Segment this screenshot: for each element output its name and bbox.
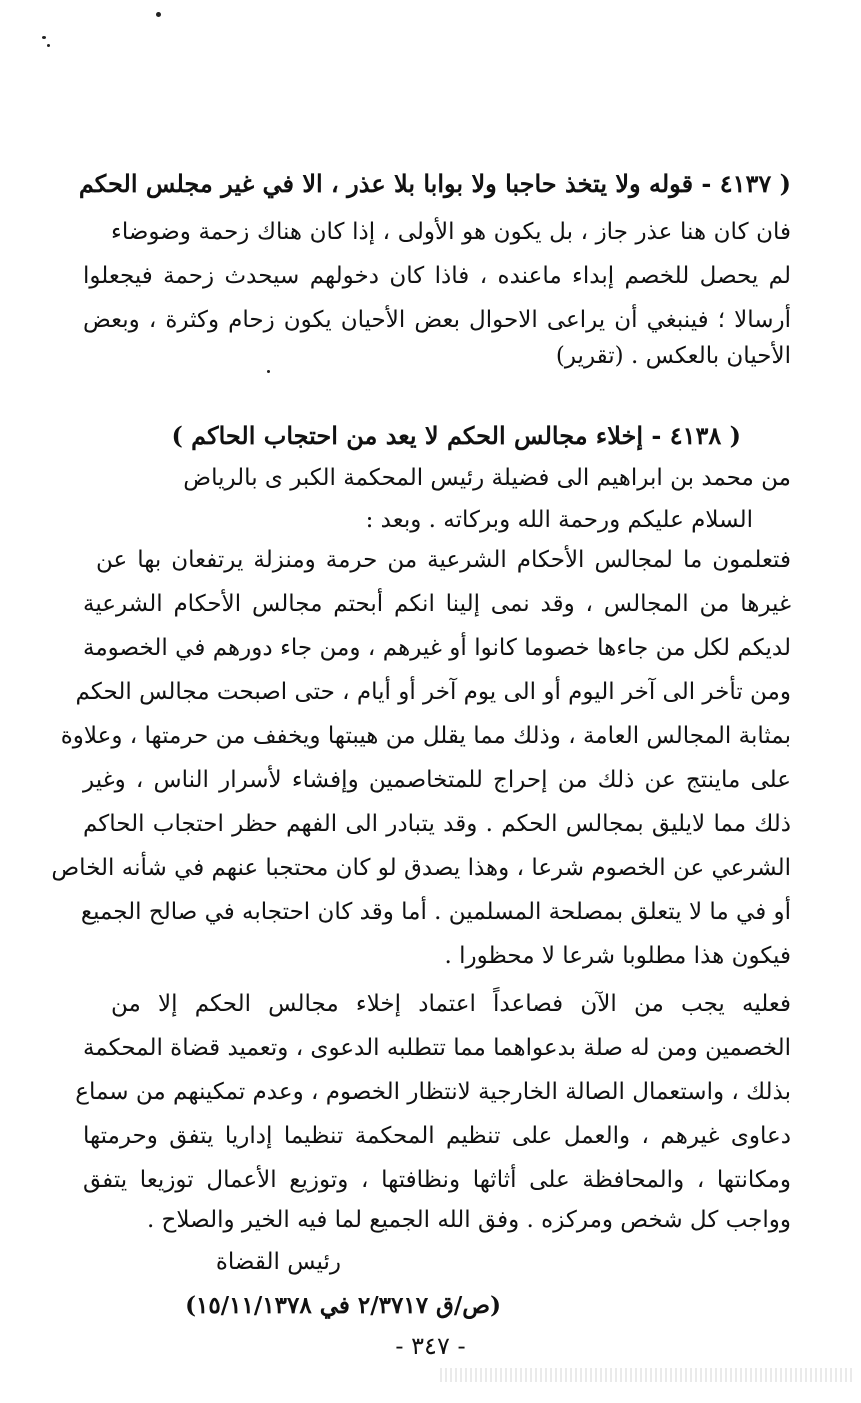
body-line: دعاوى غيرهم ، والعمل على تنظيم المحكمة تنظيما إداريا يتفق وحرمتها xyxy=(83,1123,791,1149)
signature-title: رئيس القضاة xyxy=(215,1249,341,1275)
body-line: على ماينتج عن ذلك من إحراج للمتخاصمين وإفشاء لأسرار الناس ، وغير xyxy=(83,767,791,793)
body-line: لم يحصل للخصم إبداء ماعنده ، فاذا كان دخولهم سيحدث زحمة فيجعلوا xyxy=(83,263,791,289)
body-line: ومكانتها ، والمحافظة على أثاثها ونظافتها ، وتوزيع الأعمال توزيعا يتفق xyxy=(83,1167,791,1193)
body-line: فعليه يجب من الآن فصاعداً اعتماد إخلاء مجالس الحكم إلا من xyxy=(111,991,791,1017)
body-line: غيرها من المجالس ، وقد نمى إلينا انكم أبحتم مجالس الأحكام الشرعية xyxy=(83,591,791,617)
scan-speck xyxy=(42,36,46,39)
body-line: وواجب كل شخص ومركزه . وفق الله الجميع لما فيه الخير والصلاح . xyxy=(146,1207,791,1233)
scan-speck xyxy=(47,44,50,47)
scan-noise xyxy=(440,1368,855,1382)
body-line: أرسالا ؛ فينبغي أن يراعى الاحوال بعض الأحيان يكون زحام وكثرة ، وبعض xyxy=(83,307,791,333)
body-line: فيكون هذا مطلوبا شرعا لا محظورا . xyxy=(444,943,791,969)
body-line: فتعلمون ما لمجالس الأحكام الشرعية من حرمة ومنزلة يرتفعان بها عن xyxy=(96,547,791,573)
page-number: - ٣٤٧ - xyxy=(395,1332,466,1360)
body-line: بذلك ، واستعمال الصالة الخارجية لانتظار الخصوم ، وعدم تمكينهم من سماع xyxy=(75,1079,791,1105)
sender-line: من محمد بن ابراهيم الى فضيلة رئيس المحكمة الكبر ى بالرياض xyxy=(183,465,791,491)
body-line: ذلك مما لايليق بمجالس الحكم . وقد يتبادر الى الفهم حظر احتجاب الحاكم xyxy=(83,811,791,837)
section-4138-heading: ( ٤١٣٨ - إخلاء مجالس الحكم لا يعد من احتجاب الحاكم ) xyxy=(171,421,741,450)
body-line: فان كان هنا عذر جاز ، بل يكون هو الأولى ، إذا كان هناك زحمة وضوضاء xyxy=(111,219,791,245)
body-line: بمثابة المجالس العامة ، وذلك مما يقلل من هيبتها ويخفف من حرمتها ، وعلاوة xyxy=(60,723,791,749)
body-line: أو في ما لا يتعلق بمصلحة المسلمين . أما وقد كان احتجابه في صالح الجميع xyxy=(80,899,791,925)
document-reference: (ص/ق ٢/٣٧١٧ في ١٥/١١/١٣٧٨) xyxy=(185,1292,501,1319)
section-4137-heading: ( ٤١٣٧ - قوله ولا يتخذ حاجبا ولا بوابا بلا عذر ، الا في غير مجلس الحكم xyxy=(78,169,791,198)
greeting-line: السلام عليكم ورحمة الله وبركاته . وبعد : xyxy=(365,507,753,533)
body-line: لديكم لكل من جاءها خصوما كانوا أو غيرهم ، ومن جاء دورهم في الخصومة xyxy=(83,635,791,661)
scan-speck xyxy=(156,12,161,17)
body-line: الخصمين ومن له صلة بدعواهما مما تتطلبه الدعوى ، وتعميد قضاة المحكمة xyxy=(82,1035,791,1061)
body-line: الشرعي عن الخصوم شرعا ، وهذا يصدق لو كان محتجبا عنهم في شأنه الخاص xyxy=(51,855,791,881)
body-line: ومن تأخر الى آخر اليوم أو الى يوم آخر أو أيام ، حتى اصبحت مجالس الحكم xyxy=(75,679,791,705)
body-line: الأحيان بالعكس . (تقرير) xyxy=(555,343,791,369)
